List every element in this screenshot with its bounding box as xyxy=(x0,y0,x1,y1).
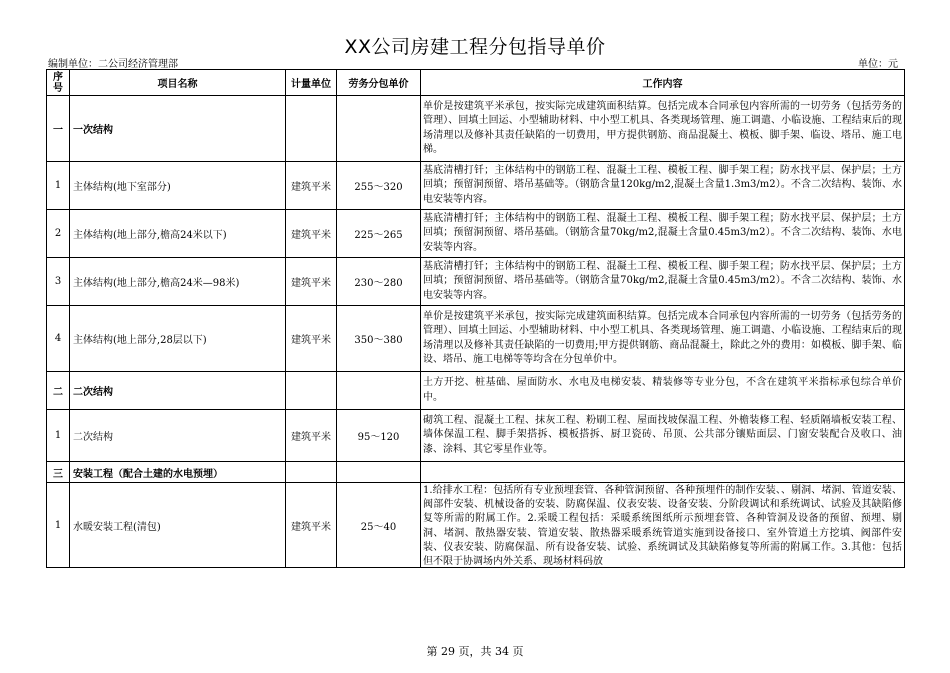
row-desc: 基底清槽打钎；主体结构中的钢筋工程、混凝土工程、模板工程、脚手架工程；防水找平层、保护层；土方回填；预留洞预留、塔吊基础等。（钢筋含量120kg/m2,混凝土含量1.3m3/m2）。不含二次结构、装饰、水电安装等内容。 xyxy=(421,162,905,210)
table-row xyxy=(47,258,905,306)
table-row xyxy=(47,410,905,462)
row-unit: 建筑平米 xyxy=(286,306,337,372)
row-desc: 单价是按建筑平米承包，按实际完成建筑面积结算。包括完成本合同承包内容所需的一切劳务（包括劳务的管理）、回填土回运、小型辅助材料、中小型工机具、各类现场管理、施工调遣、小临设施、工程结束后的现场清理以及修补其责任缺陷的一切费用，甲方提供钢筋、商品混凝土、模板、脚手架、临设、塔吊、施工电梯。 xyxy=(421,96,905,162)
row-price: 95～120 xyxy=(337,410,421,462)
price-table xyxy=(46,69,905,568)
row-no: 2 xyxy=(47,210,70,258)
row-name: 主体结构(地下室部分) xyxy=(70,162,286,210)
row-price: 255～320 xyxy=(337,162,421,210)
row-desc: 土方开挖、桩基础、屋面防水、水电及电梯安装、精装修等专业分包，不含在建筑平米指标承包综合单价中。 xyxy=(421,372,905,410)
table-row xyxy=(47,96,905,162)
compiling-unit: 编制单位：二公司经济管理部 xyxy=(48,59,178,70)
row-price xyxy=(337,372,421,410)
row-unit xyxy=(286,96,337,162)
header-price: 劳务分包单价 xyxy=(337,70,421,96)
row-no: 三 xyxy=(47,462,70,483)
header-name: 项目名称 xyxy=(70,70,286,96)
table-row xyxy=(47,462,905,483)
header-unit: 计量单位 xyxy=(286,70,337,96)
row-no: 1 xyxy=(47,162,70,210)
row-desc: 基底清槽打钎；主体结构中的钢筋工程、混凝土工程、模板工程、脚手架工程；防水找平层、保护层；土方回填；预留洞预留、塔吊基础。（钢筋含量70kg/m2,混凝土含量0.45m3/m2）。不含二次结构、装饰、水电安装等内容。 xyxy=(421,210,905,258)
row-no: 1 xyxy=(47,410,70,462)
row-unit: 建筑平米 xyxy=(286,410,337,462)
row-price xyxy=(337,96,421,162)
row-price: 230～280 xyxy=(337,258,421,306)
table-row xyxy=(47,306,905,372)
row-unit: 建筑平米 xyxy=(286,258,337,306)
row-unit xyxy=(286,372,337,410)
row-price: 225～265 xyxy=(337,210,421,258)
table-row xyxy=(47,162,905,210)
row-name: 二次结构 xyxy=(70,410,286,462)
row-name: 二次结构 xyxy=(70,372,286,410)
row-name: 主体结构(地上部分,28层以下) xyxy=(70,306,286,372)
table-row xyxy=(47,210,905,258)
currency-unit: 单位：元 xyxy=(858,59,898,70)
row-no: 1 xyxy=(47,483,70,568)
row-desc-text: 1.给排水工程：包括所有专业预埋套管、各种管洞预留、各种预埋件的制作安装、、剔洞、堵洞、管道安装、阀部件安装、机械设备的安装、防腐保温、仪表安装、设备安装、分阶段调试和系统调试、试验及其缺陷修复等所需的附属工作。2.采暖工程包括：采暖系统图纸所示预埋套管、各种管洞及设备的预留、预埋、剔洞、堵洞、散热器安装、管道安装、散热器采暖系统管道实施到设备接口、室外管道土方挖填、阀部件安装、仪表安装、防腐保温、所有设备安装、试验、系统调试及其缺陷修复等所需的附属工作。3.其他：包括但不限于协调场内外关系、现场材料码放 xyxy=(423,485,902,566)
row-price: 25～40 xyxy=(337,483,421,568)
row-desc: 单价是按建筑平米承包，按实际完成建筑面积结算。包括完成本合同承包内容所需的一切劳务（包括劳务的管理）、回填土回运、小型辅助材料、中小型工机具、各类现场管理、施工调遣、小临设施、工程结束后的现场清理以及修补其责任缺陷的一切费用;甲方提供钢筋、商品混凝土，除此之外的费用：如模板、脚手架、临设、塔吊、施工电梯等等均含在分包单价中。 xyxy=(421,306,905,372)
header-row xyxy=(47,70,905,96)
row-desc xyxy=(421,483,905,568)
row-unit: 建筑平米 xyxy=(286,162,337,210)
page-title: XX公司房建工程分包指导单价 xyxy=(344,36,606,58)
row-unit: 建筑平米 xyxy=(286,210,337,258)
row-name: 安装工程（配合土建的水电预埋） xyxy=(70,462,286,483)
row-no: 二 xyxy=(47,372,70,410)
row-desc: 基底清槽打钎；主体结构中的钢筋工程、混凝土工程、模板工程、脚手架工程；防水找平层、保护层；土方回填；预留洞预留、塔吊基础等。（钢筋含量70kg/m2,混凝土含量0.45m3/m2）。不含二次结构、装饰、水电安装等内容。 xyxy=(421,258,905,306)
row-desc: 砌筑工程、混凝土工程、抹灰工程、粉刷工程、屋面找坡保温工程、外檐装修工程、轻质隔墙板安装工程、墙体保温工程、脚手架搭拆、模板搭拆、厨卫瓷砖、吊顶、公共部分镶贴面层、门窗安装配合及收口、油漆、涂料、其它零星作业等。 xyxy=(421,410,905,462)
header-no: 序 号 xyxy=(47,70,70,96)
row-name: 一次结构 xyxy=(70,96,286,162)
row-no: 4 xyxy=(47,306,70,372)
row-price: 350～380 xyxy=(337,306,421,372)
row-name: 主体结构(地上部分,檐高24米—98米) xyxy=(70,258,286,306)
page-footer: 第 29 页，共 34 页 xyxy=(426,645,524,658)
table-row xyxy=(47,483,905,568)
row-name: 主体结构(地上部分,檐高24米以下) xyxy=(70,210,286,258)
row-name: 水暖安装工程(清包) xyxy=(70,483,286,568)
header-desc: 工作内容 xyxy=(421,70,905,96)
row-price xyxy=(337,462,421,483)
row-unit: 建筑平米 xyxy=(286,483,337,568)
row-no: 3 xyxy=(47,258,70,306)
row-desc xyxy=(421,462,905,483)
table-row xyxy=(47,372,905,410)
row-unit xyxy=(286,462,337,483)
row-no: 一 xyxy=(47,96,70,162)
